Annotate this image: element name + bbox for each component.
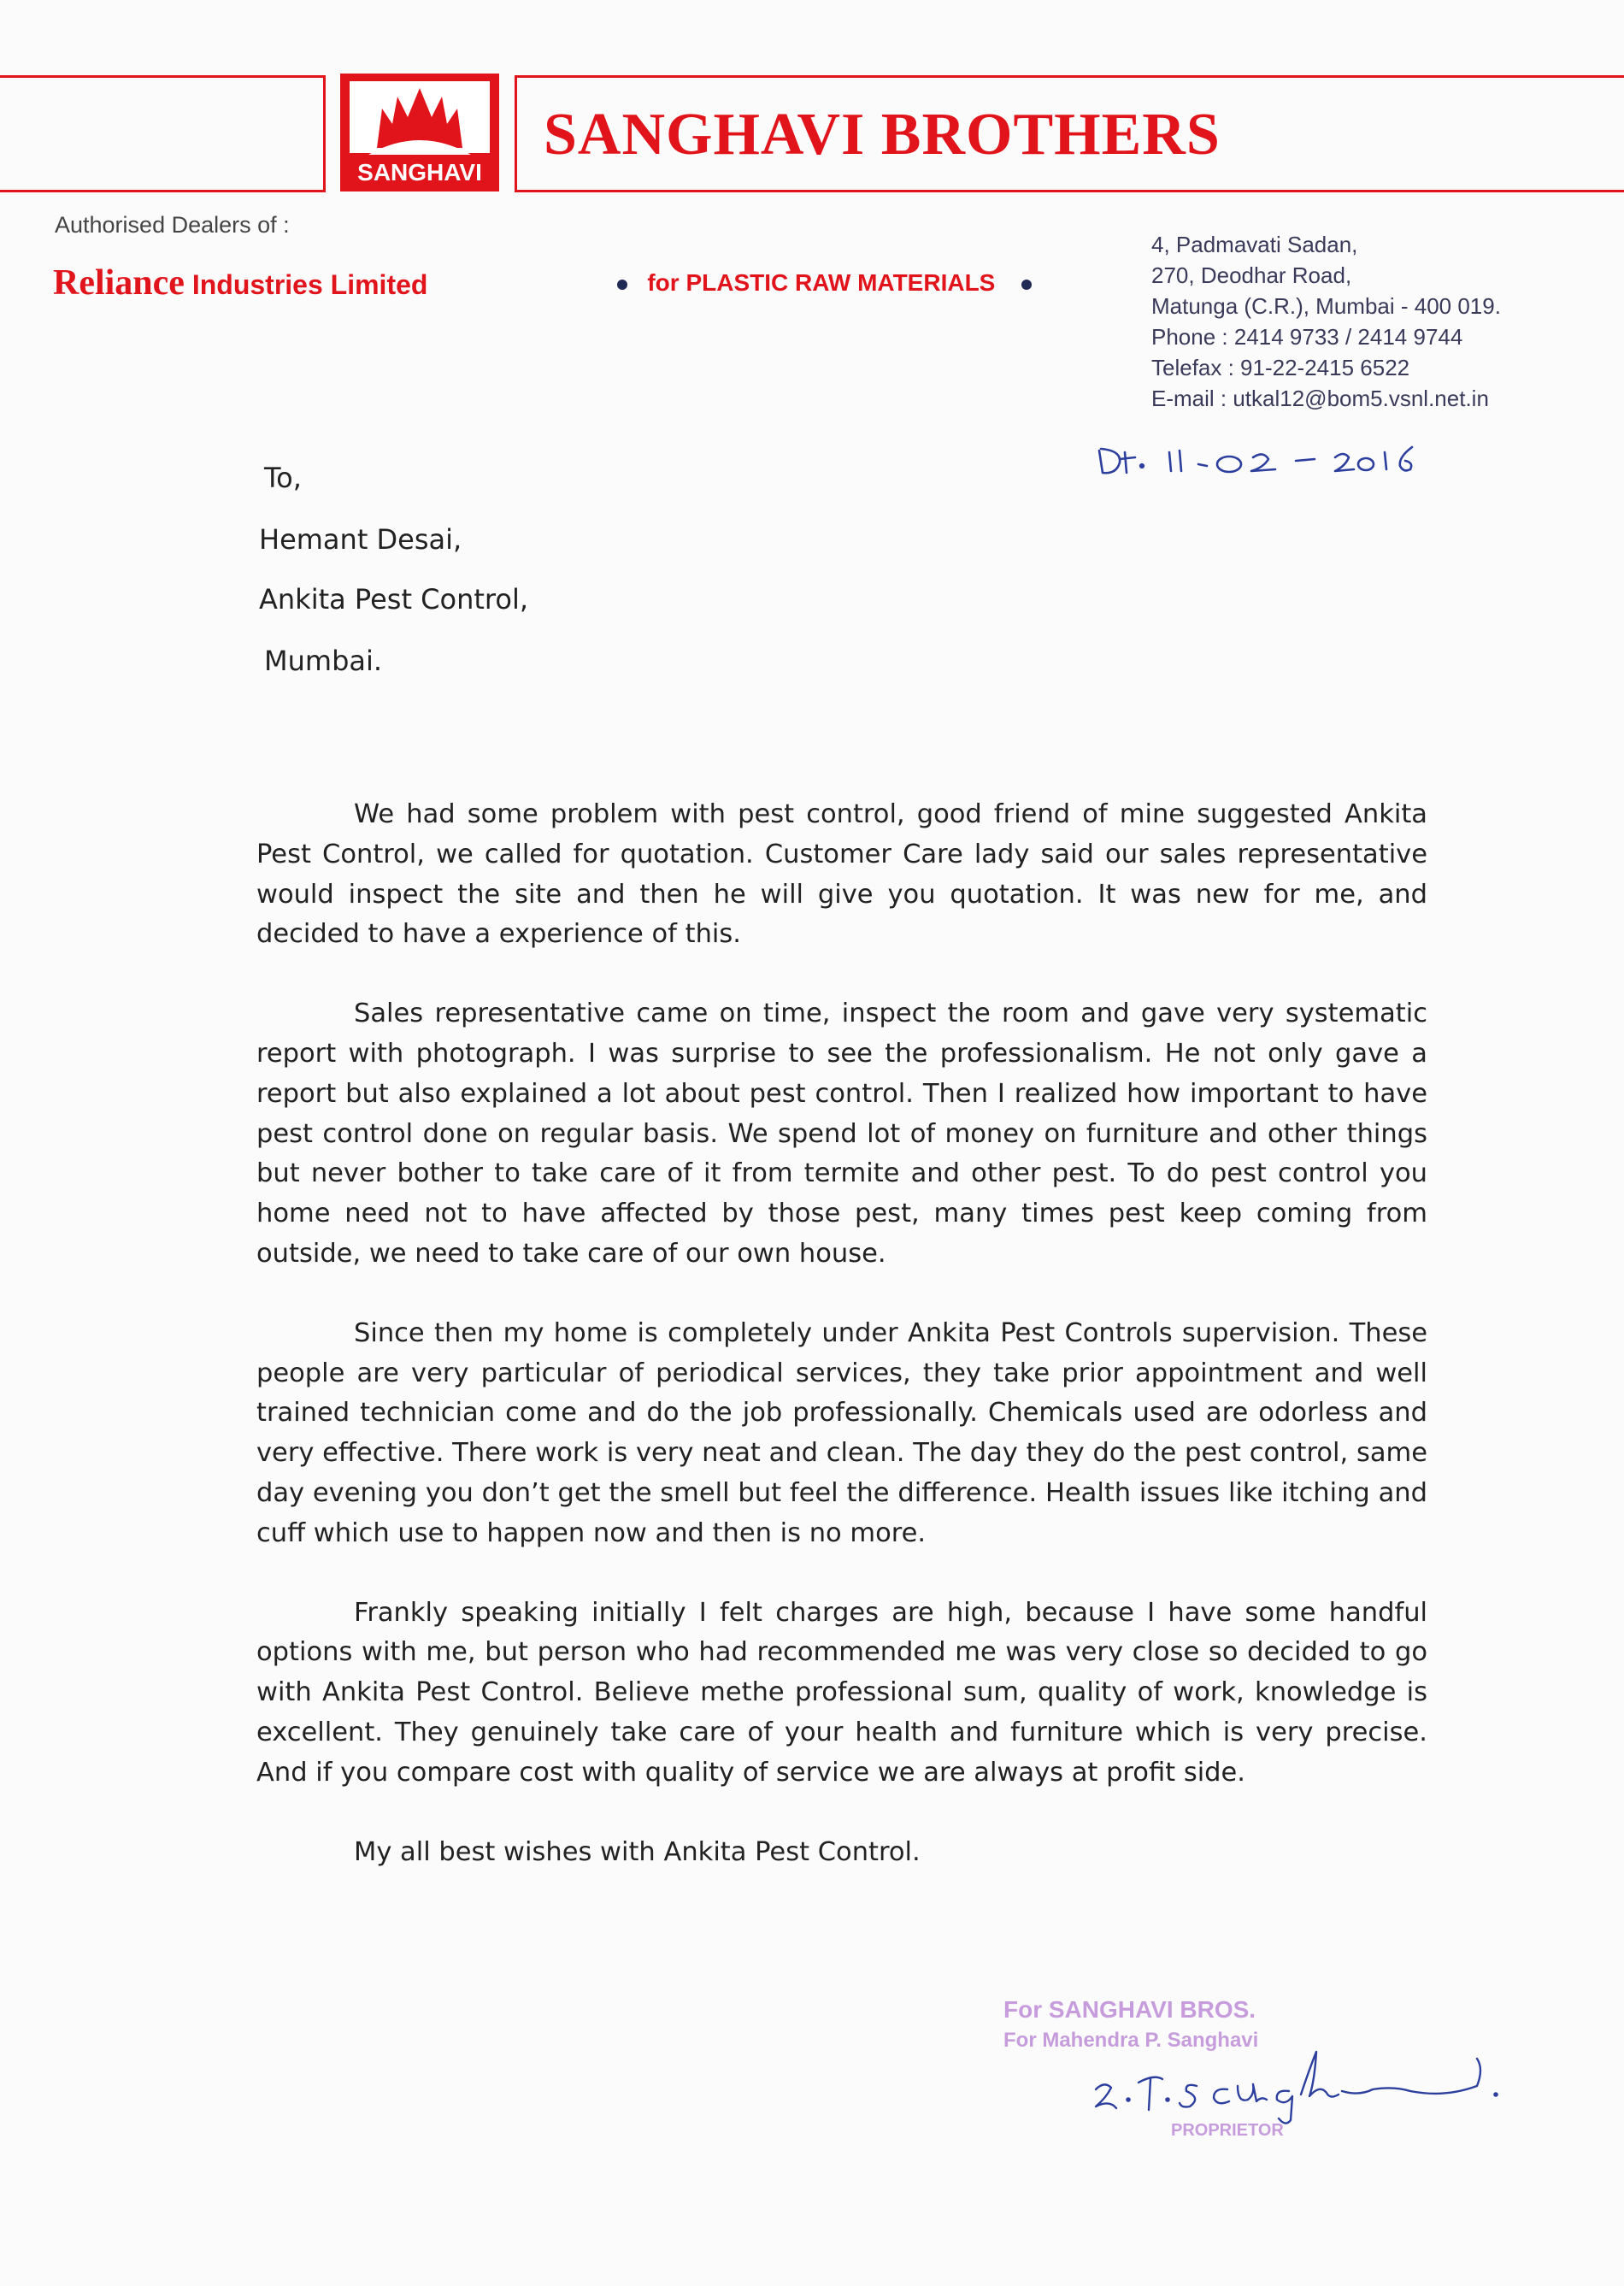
header-bottom-rule-left xyxy=(0,190,325,192)
header-top-rule-right xyxy=(515,75,1624,78)
bullet-icon xyxy=(1021,280,1032,290)
handwritten-signature xyxy=(1086,2018,1530,2129)
header-divider-left xyxy=(323,75,326,192)
address-line: 4, Padmavati Sadan, xyxy=(1151,232,1358,257)
tagline-text: for PLASTIC RAW MATERIALS xyxy=(647,269,996,296)
reliance-line xyxy=(53,262,427,303)
company-name: SANGHAVI BROTHERS xyxy=(544,102,1221,168)
body-paragraph: We had some problem with pest control, good friend of mine suggested Ankita Pest Control, we called for quotation. Customer Care lady said our sales representative would inspect the site and then he will give you quotation. It was new for me, and decided to have a experience of this. xyxy=(256,799,1427,950)
address-phone: Phone : 2414 9733 / 2414 9744 xyxy=(1151,324,1463,350)
stamp-line-2: For Mahendra P. Sanghavi xyxy=(1003,2029,1259,2052)
handwritten-date xyxy=(1094,432,1487,483)
closing-line: My all best wishes with Ankita Pest Control. xyxy=(354,1836,921,1867)
bullet-icon xyxy=(617,280,627,290)
stamp-line-3: PROPRIETOR xyxy=(1171,2121,1284,2140)
address-line: Matunga (C.R.), Mumbai - 400 019. xyxy=(1151,293,1501,319)
recipient-city: Mumbai. xyxy=(264,645,383,677)
body-paragraph: Sales representative came on time, inspect the room and gave very systematic report with photograph. I was surprise to see the professionalism. He not only gave a report but also explained a lot about pest control. Then I realized how important to have pest control done on regular basis. We spend lot of money on furniture and other things but never bother to take care of it from termite and other pest. To do pest control you home need not to have affected by those pest, many times pest keep coming from outside, we need to take care of our own house. xyxy=(256,999,1427,1269)
logo-text: SANGHAVI xyxy=(357,159,482,186)
address-email: E-mail : utkal12@bom5.vsnl.net.in xyxy=(1151,386,1489,411)
address-telefax: Telefax : 91-22-2415 6522 xyxy=(1151,355,1410,380)
address-line: 270, Deodhar Road, xyxy=(1151,262,1352,288)
tagline xyxy=(617,269,1032,297)
company-address xyxy=(1151,229,1562,414)
header-divider-right xyxy=(515,75,517,192)
sanghavi-logo xyxy=(340,74,499,191)
header-top-rule-left xyxy=(0,75,325,78)
recipient-company: Ankita Pest Control, xyxy=(259,583,528,616)
dealers-label: Authorised Dealers of : xyxy=(55,212,290,238)
header-bottom-rule-right xyxy=(515,190,1624,192)
body-paragraph: Frankly speaking initially I felt charges are high, because I have some handful options with me, but person who had recommended me was very close so decided to go with Ankita Pest Control. Believe methe professional sum, quality of work, knowledge is excellent. They genuinely take care of your health and furniture which is very precise. And if you compare cost with quality of service we are always at profit side. xyxy=(256,1597,1427,1788)
letter-body xyxy=(256,795,1427,1912)
reliance-brand: Reliance xyxy=(53,263,185,303)
recipient-to: To, xyxy=(264,462,302,494)
body-paragraph: Since then my home is completely under Ankita Pest Controls supervision. These people are very particular of periodical services, they take prior appointment and well trained technician come and do the job professionally. Chemicals used are odorless and very effective. There work is very neat and clean. The day they do the pest control, same day evening you don’t get the smell but feel the difference. Health issues like itching and cuff which use to happen now and then is no more. xyxy=(256,1317,1427,1548)
recipient-name: Hemant Desai, xyxy=(259,523,462,556)
reliance-rest: Industries Limited xyxy=(184,269,428,300)
stamp-line-1: For SANGHAVI BROS. xyxy=(1003,1996,1256,2023)
